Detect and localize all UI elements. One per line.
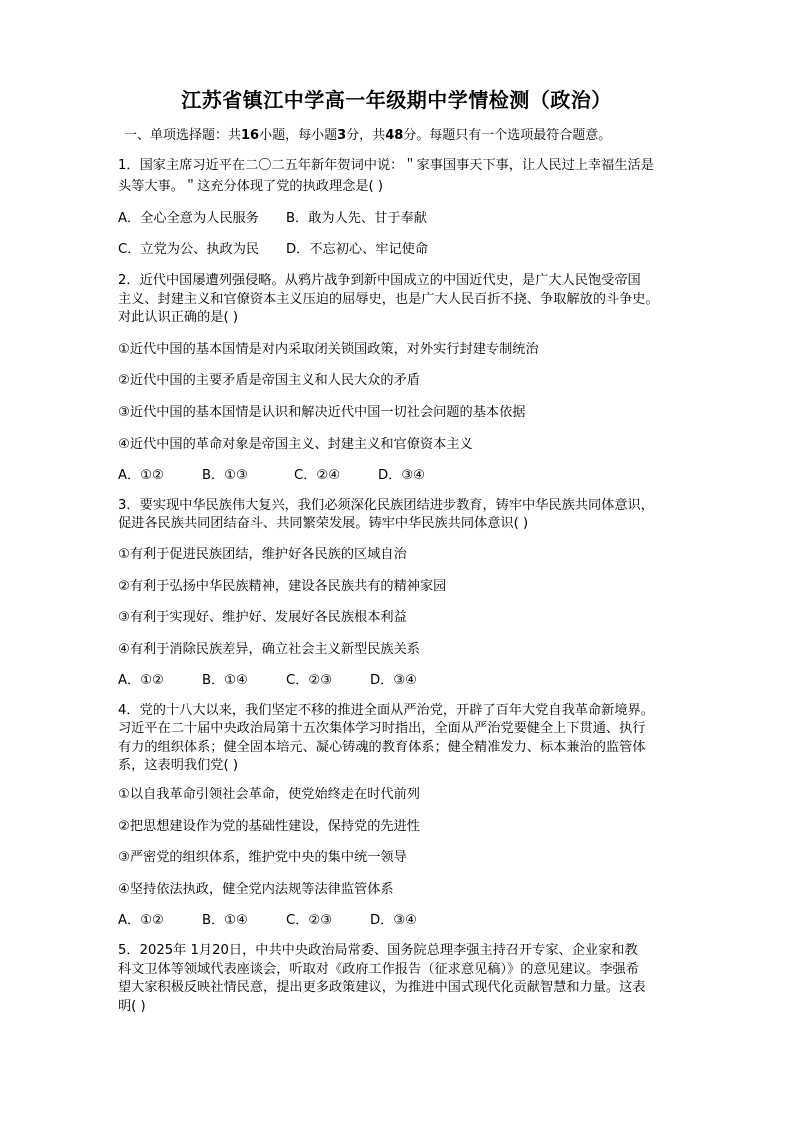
section-mid1: 小题，每小题 bbox=[259, 128, 338, 143]
q3-option-c: C．②③ bbox=[286, 673, 333, 688]
q4-options-row bbox=[118, 909, 417, 928]
q2-statement-1: ①近代中国的基本国情是对内采取闭关锁国政策，对外实行封建专制统治 bbox=[118, 342, 539, 357]
q1-options-row bbox=[118, 207, 427, 226]
q1-option-d: D．不忘初心、牢记使命 bbox=[286, 242, 429, 257]
q3-option-d: D．③④ bbox=[370, 673, 417, 688]
q4-option-a: A．①② bbox=[118, 913, 164, 928]
section-suffix: 分。每题只有一个选项最符合题意。 bbox=[403, 128, 612, 143]
q5-stem-line: 科文卫体等领域代表座谈会，听取对《政府工作报告（征求意见稿）》的意见建议。李强希 bbox=[118, 962, 639, 977]
q4-stem-line: 4．党的十八大以来，我们坚定不移的推进全面从严治党，开辟了百年大党自我革命新境界。 bbox=[118, 703, 654, 718]
q3-option-b: B．①④ bbox=[202, 673, 248, 688]
q4-statement-1: ①以自我革命引领社会革命，使党始终走在时代前列 bbox=[118, 787, 420, 802]
q4-stem-line: 系，这表明我们党( ) bbox=[118, 758, 238, 773]
q2-stem-line: 2．近代中国屡遭列强侵略。从鸦片战争到新中国成立的中国近代史，是广大人民饱受帝国 bbox=[118, 273, 641, 288]
q4-option-b: B．①④ bbox=[202, 913, 248, 928]
q3-statement-3: ③有利于实现好、维护好、发展好各民族根本利益 bbox=[118, 610, 407, 625]
q2-statement-3: ③近代中国的基本国情是认识和解决近代中国一切社会问题的基本依据 bbox=[118, 405, 526, 420]
q2-option-b: B．①③ bbox=[202, 468, 248, 483]
question-count: 16 bbox=[241, 128, 260, 143]
q1-option-a: A．全心全意为人民服务 bbox=[118, 211, 259, 226]
q3-stem-line: 促进各民族共同团结奋斗、共同繁荣发展。铸牢中华民族共同体意识( ) bbox=[118, 516, 529, 531]
q2-option-c: C．②④ bbox=[294, 468, 341, 483]
q4-statement-4: ④坚持依法执政，健全党内法规等法律监管体系 bbox=[118, 882, 394, 897]
q2-statement-4: ④近代中国的革命对象是帝国主义、封建主义和官僚资本主义 bbox=[118, 437, 473, 452]
page-title: 江苏省镇江中学高一年级期中学情检测（政治） bbox=[181, 88, 612, 112]
q3-statement-1: ①有利于促进民族团结，维护好各民族的区域自治 bbox=[118, 547, 407, 562]
section-heading bbox=[124, 124, 611, 143]
section-prefix: 一、单项选择题：共 bbox=[124, 128, 242, 143]
q4-option-c: C．②③ bbox=[286, 913, 333, 928]
q4-stem-line: 有力的组织体系；健全固本培元、凝心铸魂的教育体系；健全精准发力、标本兼治的监管体 bbox=[118, 740, 646, 755]
q1-options-row bbox=[118, 238, 428, 257]
q2-options-row bbox=[118, 464, 425, 483]
q3-statement-2: ②有利于弘扬中华民族精神，建设各民族共有的精神家园 bbox=[118, 579, 447, 594]
q4-statement-3: ③严密党的组织体系，维护党中央的集中统一领导 bbox=[118, 850, 407, 865]
q5-stem-line: 望大家积极反映社情民意，提出更多政策建议，为推进中国式现代化贡献智慧和力量。这表 bbox=[118, 980, 646, 995]
q2-stem-line: 主义、封建主义和官僚资本主义压迫的屈辱史，也是广大人民百折不挠、争取解放的斗争史。 bbox=[118, 292, 659, 307]
q5-stem-line: 5．2025年 1月20日，中共中央政治局常委、国务院总理李强主持召开专家、企业家和教 bbox=[118, 943, 638, 958]
q5-stem-line: 明( ) bbox=[118, 999, 146, 1014]
q2-option-d: D．③④ bbox=[378, 468, 425, 483]
q3-option-a: A．①② bbox=[118, 673, 164, 688]
q4-stem-line: 习近平在二十届中央政治局第十五次集体学习时指出，全面从严治党要健全上下贯通、执行 bbox=[118, 721, 646, 736]
q2-option-a: A．①② bbox=[118, 468, 164, 483]
q1-option-b: B．敢为人先、甘于奉献 bbox=[286, 211, 427, 226]
q1-option-c: C．立党为公、执政为民 bbox=[118, 242, 260, 257]
q3-options-row bbox=[118, 669, 417, 688]
q2-stem-line: 对此认识正确的是( ) bbox=[118, 310, 238, 325]
q2-statement-2: ②近代中国的主要矛盾是帝国主义和人民大众的矛盾 bbox=[118, 373, 420, 388]
q3-stem-line: 3．要实现中华民族伟大复兴，我们必须深化民族团结进步教育，铸牢中华民族共同体意识， bbox=[118, 498, 654, 513]
section-mid2: 分，共 bbox=[346, 128, 386, 143]
q4-option-d: D．③④ bbox=[370, 913, 417, 928]
total-points: 48 bbox=[385, 128, 404, 143]
q3-statement-4: ④有利于消除民族差异，确立社会主义新型民族关系 bbox=[118, 642, 420, 657]
q1-stem-line: 1．国家主席习近平在二〇二五年新年贺词中说：＂家事国事天下事，让人民过上幸福生活是 bbox=[118, 158, 654, 173]
points-per-question: 3 bbox=[337, 128, 347, 143]
q4-statement-2: ②把思想建设作为党的基础性建设，保持党的先进性 bbox=[118, 819, 420, 834]
q1-stem-line: 头等大事。＂这充分体现了党的执政理念是( ) bbox=[118, 179, 384, 194]
